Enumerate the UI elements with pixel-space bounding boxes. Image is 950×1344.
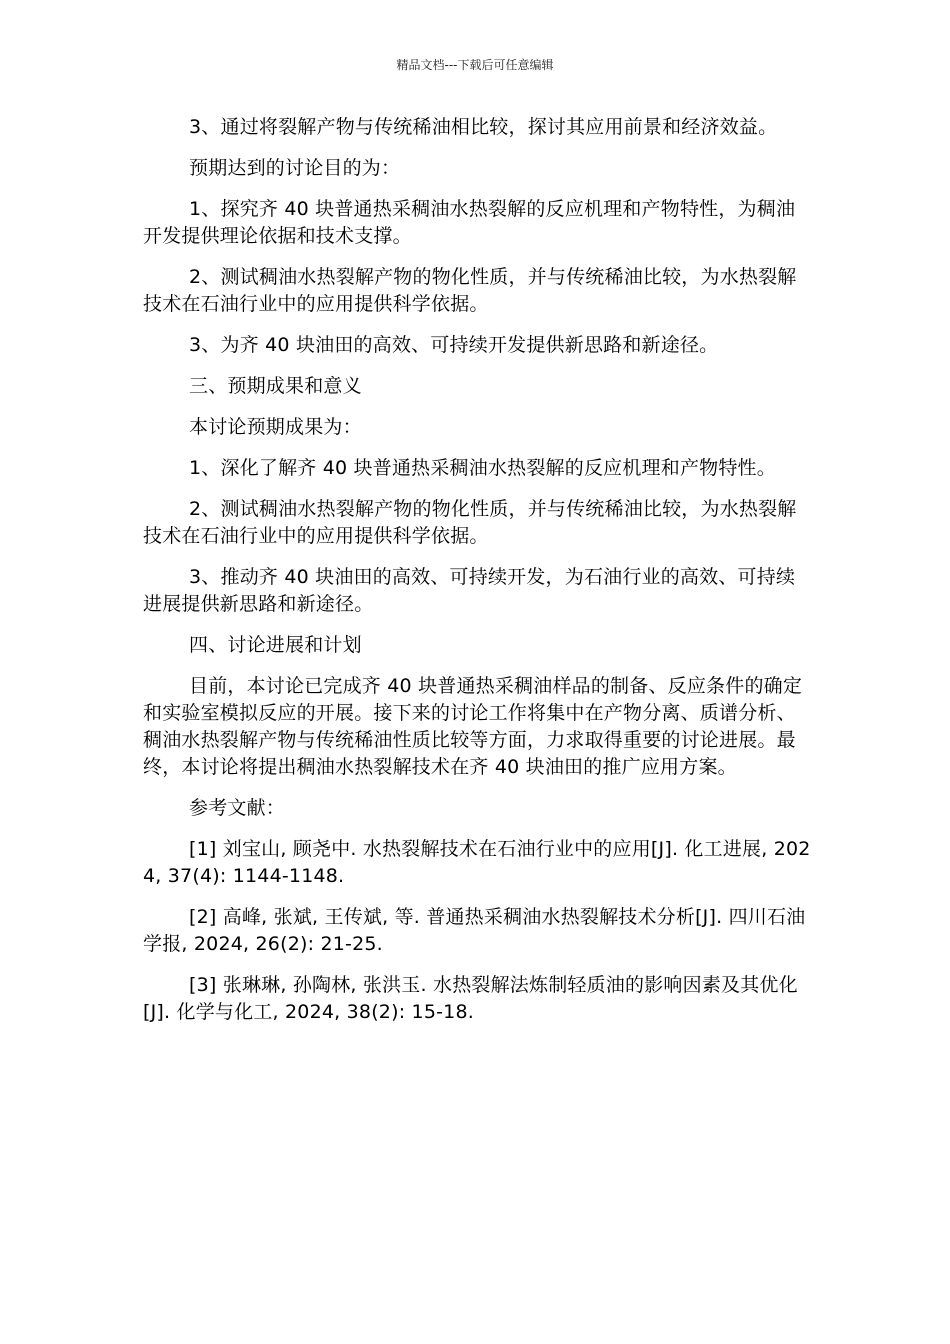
section-heading-outcomes: 三、预期成果和意义 <box>189 375 362 397</box>
paragraph-objective-3: 3、通过将裂解产物与传统稀油相比较，探讨其应用前景和经济效益。 <box>189 116 778 138</box>
section-heading-progress: 四、讨论进展和计划 <box>189 634 362 656</box>
paragraph-outcome-3: 3、推动齐 40 块油田的高效、可持续开发，为石油行业的高效、可持续进展提供新思路和新途径。 <box>143 566 796 615</box>
paragraph-outcome-2: 2、测试稠油水热裂解产物的物化性质，并与传统稀油比较，为水热裂解技术在石油行业中的应用提供科学依据。 <box>143 498 797 547</box>
paragraph-goal-3: 3、为齐 40 块油田的高效、可持续开发提供新思路和新途径。 <box>189 334 719 356</box>
reference-3: [3] 张琳琳, 孙陶林, 张洪玉. 水热裂解法炼制轻质油的影响因素及其优化[J]. 化学与化工, 2024, 38(2): 15-18. <box>143 974 798 1023</box>
reference-2: [2] 高峰, 张斌, 王传斌, 等. 普通热采稠油水热裂解技术分析[J]. 四川石油学报, 2024, 26(2): 21-25. <box>143 906 806 955</box>
references-heading: 参考文献： <box>189 797 286 819</box>
page-header: 精品文档---下载后可任意编辑 <box>396 58 554 72</box>
paragraph-outcomes-intro: 本讨论预期成果为： <box>189 416 362 438</box>
paragraph-progress: 目前，本讨论已完成齐 40 块普通热采稠油样品的制备、反应条件的确定和实验室模拟反应的开展。接下来的讨论工作将集中在产物分离、质谱分析、稠油水热裂解产物与传统稀油性质比较等方面，力求取得重要的讨论进展。最终，本讨论将提出稠油水热裂解技术在齐 40 块油田的推广应用方案。 <box>143 675 803 778</box>
paragraph-expected-goals-heading: 预期达到的讨论目的为： <box>189 157 401 179</box>
paragraph-outcome-1: 1、深化了解齐 40 块普通热采稠油水热裂解的反应机理和产物特性。 <box>189 457 776 479</box>
paragraph-goal-1: 1、探究齐 40 块普通热采稠油水热裂解的反应机理和产物特性，为稠油开发提供理论依据和技术支撑。 <box>143 198 796 247</box>
paragraph-goal-2: 2、测试稠油水热裂解产物的物化性质，并与传统稀油比较，为水热裂解技术在石油行业中的应用提供科学依据。 <box>143 266 797 315</box>
document-body <box>143 114 811 1040</box>
reference-1: [1] 刘宝山, 顾尧中. 水热裂解技术在石油行业中的应用[J]. 化工进展, 2024, 37(4): 1144-1148. <box>143 838 811 887</box>
